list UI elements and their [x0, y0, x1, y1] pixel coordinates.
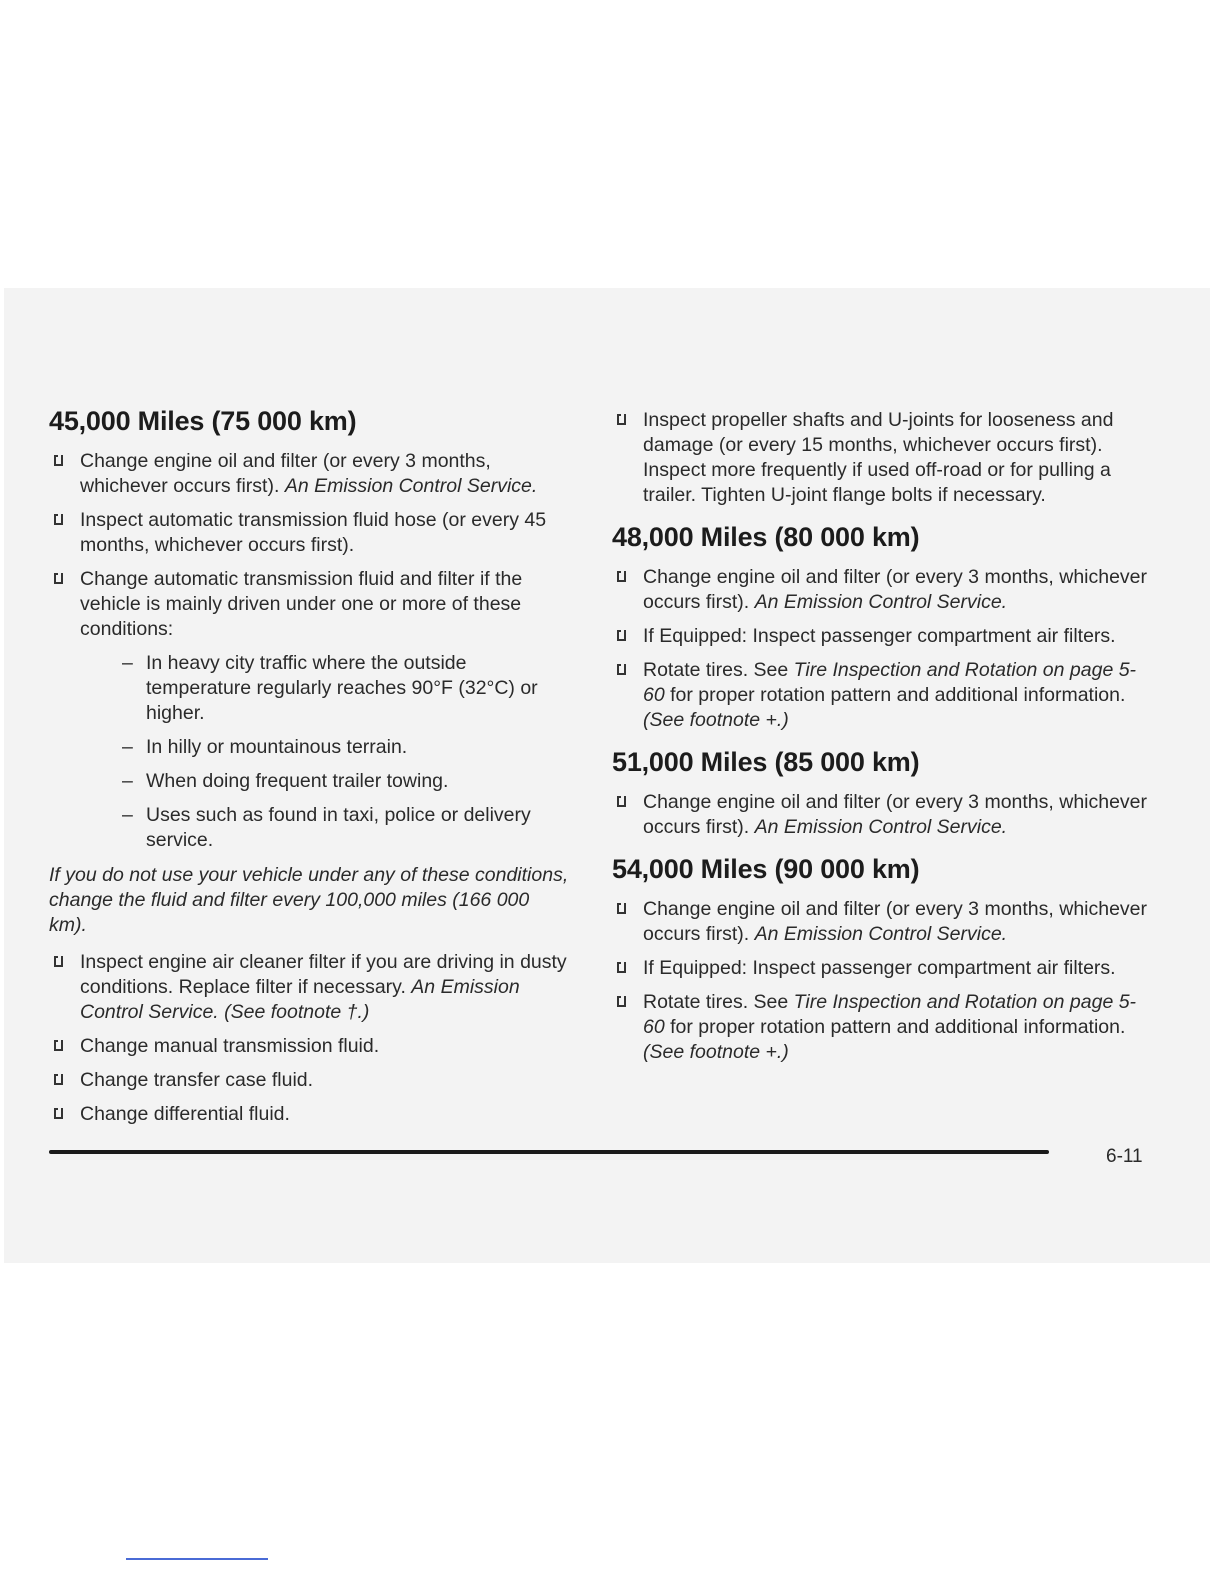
checklist-item: Inspect engine air cleaner filter if you are driving in dusty conditions. Replace filter if necessary. An Emission Control Service. (See footnote †.) [49, 950, 569, 1025]
checklist-item: Rotate tires. See Tire Inspection and Rotation on page 5-60 for proper rotation pattern and additional information. (See footnote +.) [612, 990, 1152, 1065]
dash-bullet: – [122, 804, 133, 826]
dash-bullet: – [122, 736, 133, 758]
checkbox-icon [617, 996, 626, 1007]
heading-51000: 51,000 Miles (85 000 km) [612, 747, 920, 777]
checklist-item: If Equipped: Inspect passenger compartment air filters. [612, 956, 1152, 981]
checklist-item: Rotate tires. See Tire Inspection and Rotation on page 5-60 for proper rotation pattern and additional information. (See footnote +.) [612, 658, 1152, 733]
checkbox-icon [617, 903, 626, 914]
checklist-item: Change engine oil and filter (or every 3 months, whichever occurs first). An Emission Control Service. [612, 565, 1152, 615]
checkbox-icon [54, 514, 63, 525]
condition-item: – In hilly or mountainous terrain. [122, 736, 408, 758]
checklist-item: Change engine oil and filter (or every 3 months, whichever occurs first). An Emission Control Service. [49, 449, 569, 499]
checklist-item: Change engine oil and filter (or every 3 months, whichever occurs first). An Emission Control Service. [612, 897, 1152, 947]
checkbox-icon [54, 573, 63, 584]
condition-item: – In heavy city traffic where the outside temperature regularly reaches 90°F (32°C) or higher. [122, 652, 538, 724]
checkbox-icon [54, 956, 63, 967]
checklist-item: Inspect automatic transmission fluid hose (or every 45 months, whichever occurs first). [49, 508, 569, 558]
checkbox-icon [54, 455, 63, 466]
heading-48000: 48,000 Miles (80 000 km) [612, 522, 920, 552]
checklist-item: Change engine oil and filter (or every 3 months, whichever occurs first). An Emission Control Service. [612, 790, 1152, 840]
dash-bullet: – [122, 770, 133, 792]
checklist-item: If Equipped: Inspect passenger compartment air filters. [612, 624, 1152, 649]
checkbox-icon [617, 796, 626, 807]
checklist-item: Change automatic transmission fluid and filter if the vehicle is mainly driven under one or more of these conditions: [49, 567, 569, 642]
checkbox-icon [617, 414, 626, 425]
checklist-item: Change differential fluid. [49, 1102, 569, 1127]
checkbox-icon [617, 571, 626, 582]
dash-bullet: – [122, 652, 133, 674]
checkbox-icon [54, 1040, 63, 1051]
footer-rule [49, 1150, 1049, 1154]
condition-item: – When doing frequent trailer towing. [122, 770, 449, 792]
page-number: 6-11 [1106, 1146, 1143, 1167]
checkbox-icon [617, 630, 626, 641]
right-column [612, 408, 1152, 1074]
checkbox-icon [617, 962, 626, 973]
heading-45000: 45,000 Miles (75 000 km) [49, 406, 357, 436]
scanned-page [4, 288, 1210, 1263]
condition-item: – Uses such as found in taxi, police or delivery service. [122, 804, 531, 851]
checklist-item: Change transfer case fluid. [49, 1068, 569, 1093]
checkbox-icon [54, 1108, 63, 1119]
underline-mark [126, 1558, 268, 1560]
conditions-note: If you do not use your vehicle under any of these conditions, change the fluid and filter every 100,000 miles (166 000 km). [49, 864, 569, 936]
checklist-item: Change manual transmission fluid. [49, 1034, 569, 1059]
checkbox-icon [617, 664, 626, 675]
heading-54000: 54,000 Miles (90 000 km) [612, 854, 920, 884]
left-column [49, 406, 569, 1136]
checklist-item: Inspect propeller shafts and U-joints for looseness and damage (or every 15 months, whichever occurs first). Inspect more frequently if used off-road or for pulling a trailer. Tighten U-joint flange bolts if necessary. [612, 408, 1152, 508]
checkbox-icon [54, 1074, 63, 1085]
